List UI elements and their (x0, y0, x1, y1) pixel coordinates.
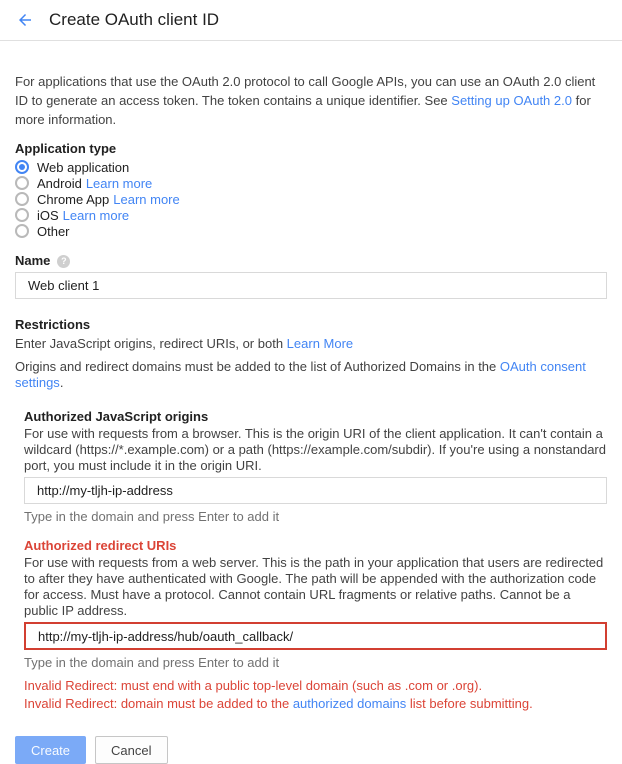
radio-icon[interactable] (15, 176, 29, 190)
radio-icon[interactable] (15, 208, 29, 222)
back-arrow-icon[interactable] (16, 11, 34, 29)
intro-text-before: For applications that use the OAuth 2.0 protocol to call Google APIs, you can use an OAuth 2.0 client ID to generate an access token. The token contains a unique identifier. See (15, 74, 596, 108)
oauth-consent-settings-link[interactable]: OAuth consent settings (15, 359, 586, 390)
radio-label: Android (37, 175, 82, 191)
authorized-js-origins-section (24, 409, 607, 525)
validation-errors (24, 677, 607, 713)
error-message-2-suffix: list before submitting. (406, 696, 533, 711)
application-type-radio-group (15, 159, 607, 239)
restrictions-line1 (15, 336, 607, 352)
js-origins-helper-text: Type in the domain and press Enter to add it (24, 509, 280, 524)
restrictions-learn-more-link[interactable]: Learn More (286, 336, 354, 351)
authorized-js-origins-description: For use with requests from a browser. This is the origin URI of the client application. It can't contain a wildcard (https://*.example.com) or a path (https://example.com/subdir). If you're using a nonstandard port, you must include it in the origin URI. (24, 426, 606, 473)
setting-up-oauth-link[interactable]: Setting up OAuth 2.0 (451, 93, 572, 108)
radio-label: iOS (37, 207, 59, 223)
radio-chrome-app[interactable] (15, 191, 607, 207)
radio-icon[interactable] (15, 224, 29, 238)
radio-android[interactable] (15, 175, 607, 191)
error-message-2-text: Invalid Redirect: domain must be added to the (24, 696, 293, 711)
intro-text-after: for more information. (15, 93, 591, 127)
help-icon[interactable]: ? (57, 255, 70, 268)
page-header (0, 0, 622, 41)
authorized-redirect-uris-section (24, 538, 607, 671)
authorized-domains-link[interactable]: authorized domains (292, 696, 407, 711)
restrictions-line2-text: Origins and redirect domains must be added to the list of Authorized Domains in the (15, 359, 500, 374)
restrictions-line1-text: Enter JavaScript origins, redirect URIs, or both (15, 336, 287, 351)
create-button[interactable]: Create (15, 736, 86, 764)
main-content (0, 72, 622, 764)
radio-label: Chrome App (37, 191, 110, 207)
intro-paragraph (15, 72, 603, 129)
name-label: Name (15, 253, 51, 268)
radio-label: Web application (37, 159, 130, 175)
authorized-js-origins-title: Authorized JavaScript origins (24, 409, 209, 424)
page-title: Create OAuth client ID (49, 10, 220, 29)
application-type-label: Application type (15, 141, 117, 156)
redirect-uris-input[interactable] (24, 622, 607, 650)
cancel-button[interactable]: Cancel (95, 736, 167, 764)
js-origins-input[interactable] (24, 477, 607, 504)
restrictions-line2 (15, 359, 607, 391)
radio-icon[interactable] (15, 192, 29, 206)
radio-other[interactable] (15, 223, 607, 239)
radio-label: Other (37, 223, 70, 239)
error-message-2 (24, 695, 607, 713)
android-learn-more-link[interactable]: Learn more (85, 175, 153, 191)
radio-web-application[interactable] (15, 159, 607, 175)
redirect-uris-helper-text: Type in the domain and press Enter to add it (24, 655, 280, 670)
error-message-1: Invalid Redirect: must end with a public top-level domain (such as .com or .org). (24, 678, 483, 693)
authorized-redirect-uris-title: Authorized redirect URIs (24, 538, 177, 553)
authorized-redirect-uris-description: For use with requests from a web server. This is the path in your application that users are redirected to after they have authenticated with Google. The path will be appended with the authorization code for access. Must have a protocol. Cannot contain URL fragments or relative paths. Cannot be a public IP address. (24, 555, 604, 618)
chrome-app-learn-more-link[interactable]: Learn more (113, 191, 180, 207)
restrictions-title: Restrictions (15, 317, 91, 332)
radio-icon[interactable] (15, 160, 29, 174)
name-input[interactable] (15, 272, 607, 299)
ios-learn-more-link[interactable]: Learn more (62, 207, 130, 223)
radio-ios[interactable] (15, 207, 607, 223)
footer-actions (15, 736, 607, 764)
restrictions-line2-suffix: . (59, 375, 64, 390)
